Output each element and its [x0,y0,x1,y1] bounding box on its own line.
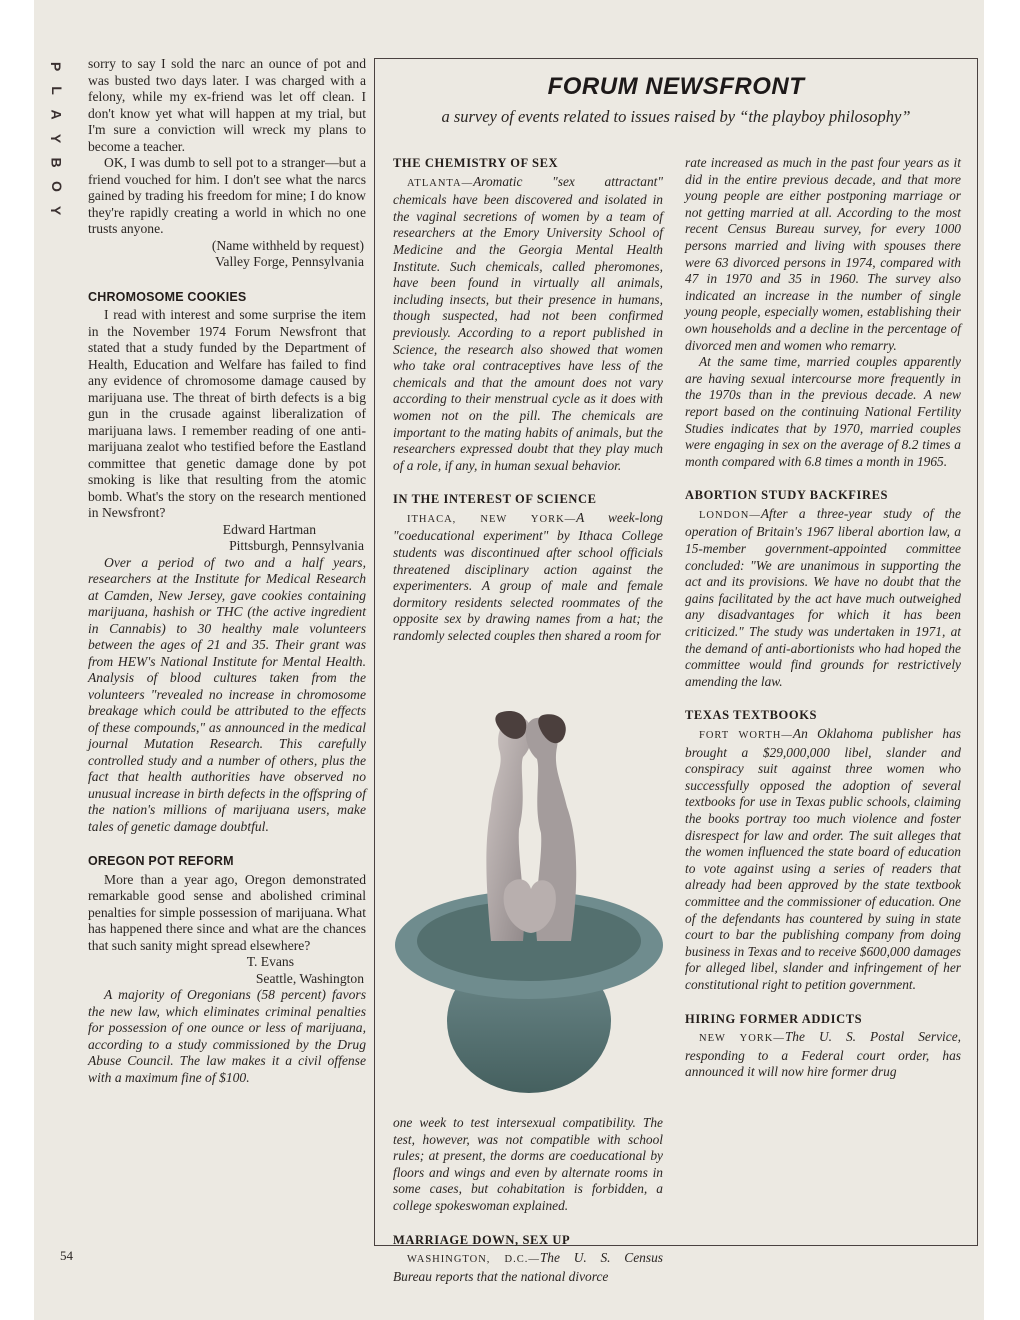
letter-paragraph: sorry to say I sold the narc an ounce of pot and was busted two days later. I was charged with a felony, while my ex-friend was let off clean. I don't know yet what will happen at my trial, but I'm sure a conviction will wreck my plans to become a teacher. [88,56,366,154]
signature-name: (Name withheld by request) [211,237,364,253]
editor-answer: Over a period of two and a half years, researchers at the Institute for Medical Research at Camden, New Jersey, gave cookies containing marijuana, hashish or THC (the active ingredient in Cannabis) to 30 healthy male volunteers between the ages of 21 and 35. Their grant was from HEW's National Institute for Mental Health. Analysis of blood cultures taken from the volunteers "revealed no increase in chromosome breakage which could be attributed to the effects of these compounds," as announced in the medical journal Mutation Research. This carefully controlled study and a number of others, plus the fact that health authorities have observed no unusual increase in birth defects in the offspring of the nation's millions of marijuana users, make tales of genetic damage doubtful. [88,554,366,834]
story-heading: ABORTION STUDY BACKFIRES [685,488,889,503]
story-heading: IN THE INTEREST OF SCIENCE [393,492,597,507]
signature-name: T. Evans [246,954,294,969]
signature-place: Pittsburgh, Pennsylvania [229,538,364,553]
dateline: FORT WORTH— [699,730,793,741]
story-body: LONDON—After a three-year study of the operation of Britain's 1967 liberal abortion law, a 15-member government-appointed committee concluded: "We are unanimous in supporting the act and its provisions. We have no doubt that the gains facilitated by the act have much outweighed any disadvantages for which it has been criticized." The study was undertaken in 1971, at the demand of anti-abortionists who had hoped the committee would find grounds for restrictively amending the law. [685,505,961,689]
spine-letter: A [48,109,65,120]
letters-column [88,56,366,1086]
spine-letter: P [48,61,65,72]
signature-place: Seattle, Washington [255,970,364,986]
story-heading: THE CHEMISTRY OF SEX [393,156,559,170]
spine-letter: O [48,181,65,192]
spine-letter: B [48,157,65,168]
couple-in-hat-illustration [395,709,663,1109]
newsfront-column-right [685,155,961,1081]
letter-paragraph: OK, I was dumb to sell pot to a stranger—but a friend vouched for him. I don't see what the narcs gained by trading his freedom for mine; I do know they're rapidly creating a world in which no one trusts anyone. [88,155,366,236]
story-body: NEW YORK—The U. S. Postal Service, responding to a Federal court order, has announced it will now hire former drug [685,1029,961,1080]
letter-paragraph: I read with interest and some surprise the item in the November 1974 Forum Newsfront that stated that a study funded by the Department of Health, Education and Welfare has failed to find any evidence of chromosome damage caused by marijuana use. The threat of birth defects is a big gun in the crusade against liberalization of marijuana laws. I remember reading of one anti-marijuana zealot who testified before the Eastland committee that genetic damage done by pot smoking is like that resulting from the atomic bomb. What's the story on the research mentioned in Newsfront? [88,307,366,520]
story-heading: TEXAS TEXTBOOKS [685,708,818,723]
spine-letter: Y [48,205,65,216]
newsfront-column-left [393,155,663,645]
story-heading: HIRING FORMER ADDICTS [685,1011,863,1026]
dateline: NEW YORK— [699,1033,785,1045]
signature-place: Valley Forge, Pennsylvania [215,254,364,269]
spine-letter: Y [48,133,65,144]
newsfront-subtitle: a survey of events related to issues raised by “the playboy philosophy” [441,107,911,126]
story-body: WASHINGTON, D.C.—The U. S. Census Bureau reports that the national divorce [393,1250,663,1284]
dateline: WASHINGTON, D.C.— [407,1254,540,1266]
dateline: LONDON— [699,509,761,521]
editor-answer: A majority of Oregonians (58 percent) favors the new law, which eliminates criminal penalties for possession of one ounce or less of marijuana, according to a study commissioned by the Drug Abuse Council. The law makes it a civil offense with a maximum fine of $100. [88,987,366,1085]
spine-letter: L [48,86,65,95]
story-body: ATLANTA—Aromatic "sex attractant" chemicals have been discovered and isolated in the vaginal secretions of women by a team of researchers at the Emory University School of Medicine and the Georgia Mental Health Institute. Such chemicals, called pheromones, have been found in virtually all animals, including insects, but their presence in humans, though suspected, had not been confirmed previously. According to a report published in Science, the research also showed that women who take oral contraceptives have less of the chemicals and that the amount does not vary according to their menstrual cycle as it does with women not on the pill. The chemicals are important to the mating habits of animals, but the researchers expressed doubt that they play much of a role, if any, in human sexual behavior. [393,173,663,473]
dateline: ITHACA, NEW YORK— [407,513,577,525]
page-number: 54 [60,1248,73,1263]
story-body: FORT WORTH—An Oklahoma publisher has brought a $29,000,000 libel, slander and conspiracy suit against three women who successfully opposed the adoption of several textbooks for use in Texas public schools, claiming the books portray too much violence and foster disrespect for law and order. The suit alleges that the women influenced the state board of education to vote against using a series of readers that already had been approved by the state textbook committee and the commissioner of education. One of the defendants has countered by suing in state court to bar the publishing company from doing business in Texas and to receive $600,000 damages for alleged libel, slander and infringement of her constitutional right to petition government. [685,726,961,992]
letter-paragraph: More than a year ago, Oregon demonstrated remarkable good sense and abolished criminal penalties for simple possession of marijuana. What has happened there since and what are the chances that such sanity might spread elsewhere? [88,871,366,953]
story-heading: MARRIAGE DOWN, SEX UP [393,1232,571,1247]
newsfront-title: FORUM NEWSFRONT [547,73,805,100]
story-body: ITHACA, NEW YORK—A week-long "coeducational experiment" by Ithaca College students was discontinued after school officials threatened disciplinary action against the experimenters. A group of male and female dormitory residents selected roommates of the opposite sex by drawing names from a hat; the randomly selected couples then shared a room for [393,509,664,644]
signature-name: Edward Hartman [222,521,316,537]
letter-heading: CHROMOSOME COOKIES [88,289,247,304]
story-body: one week to test intersexual compatibility. The test, however, was not compatible with school rules; at present, the dorms are coeducational by floors and wings and even by alternate rooms in some cases, but cohabitation is forbidden, a college spokeswoman explained. [393,1115,663,1213]
story-body: At the same time, married couples apparently are having sexual intercourse more frequently in the 1970s than in the previous decade. A new report based on the continuing National Fertility Studies indicates that by 1970, married couples were engaging in sex on the average of 8.2 times a month compared with 6.8 times a month in 1965. [685,354,961,469]
newsfront-column-left-continued [393,1115,663,1285]
dateline: ATLANTA— [407,177,474,189]
story-body: rate increased as much in the past four years as it did in the entire previous decade, and that more young people are either postponing marriage or not getting married at all. According to the most recent Census Bureau survey, for every 1000 persons married and living with spouses there were 63 divorced persons in 1974, compared with 47 in 1970 and 35 in 1960. The survey also indicated an increase in the number of single young people, especially women, establishing their own households and a decline in the percentage of divorced men and women who remarry. [685,155,961,353]
letter-heading: OREGON POT REFORM [88,854,234,868]
newsfront-box [374,58,978,1284]
spine-wordmark [44,56,68,221]
